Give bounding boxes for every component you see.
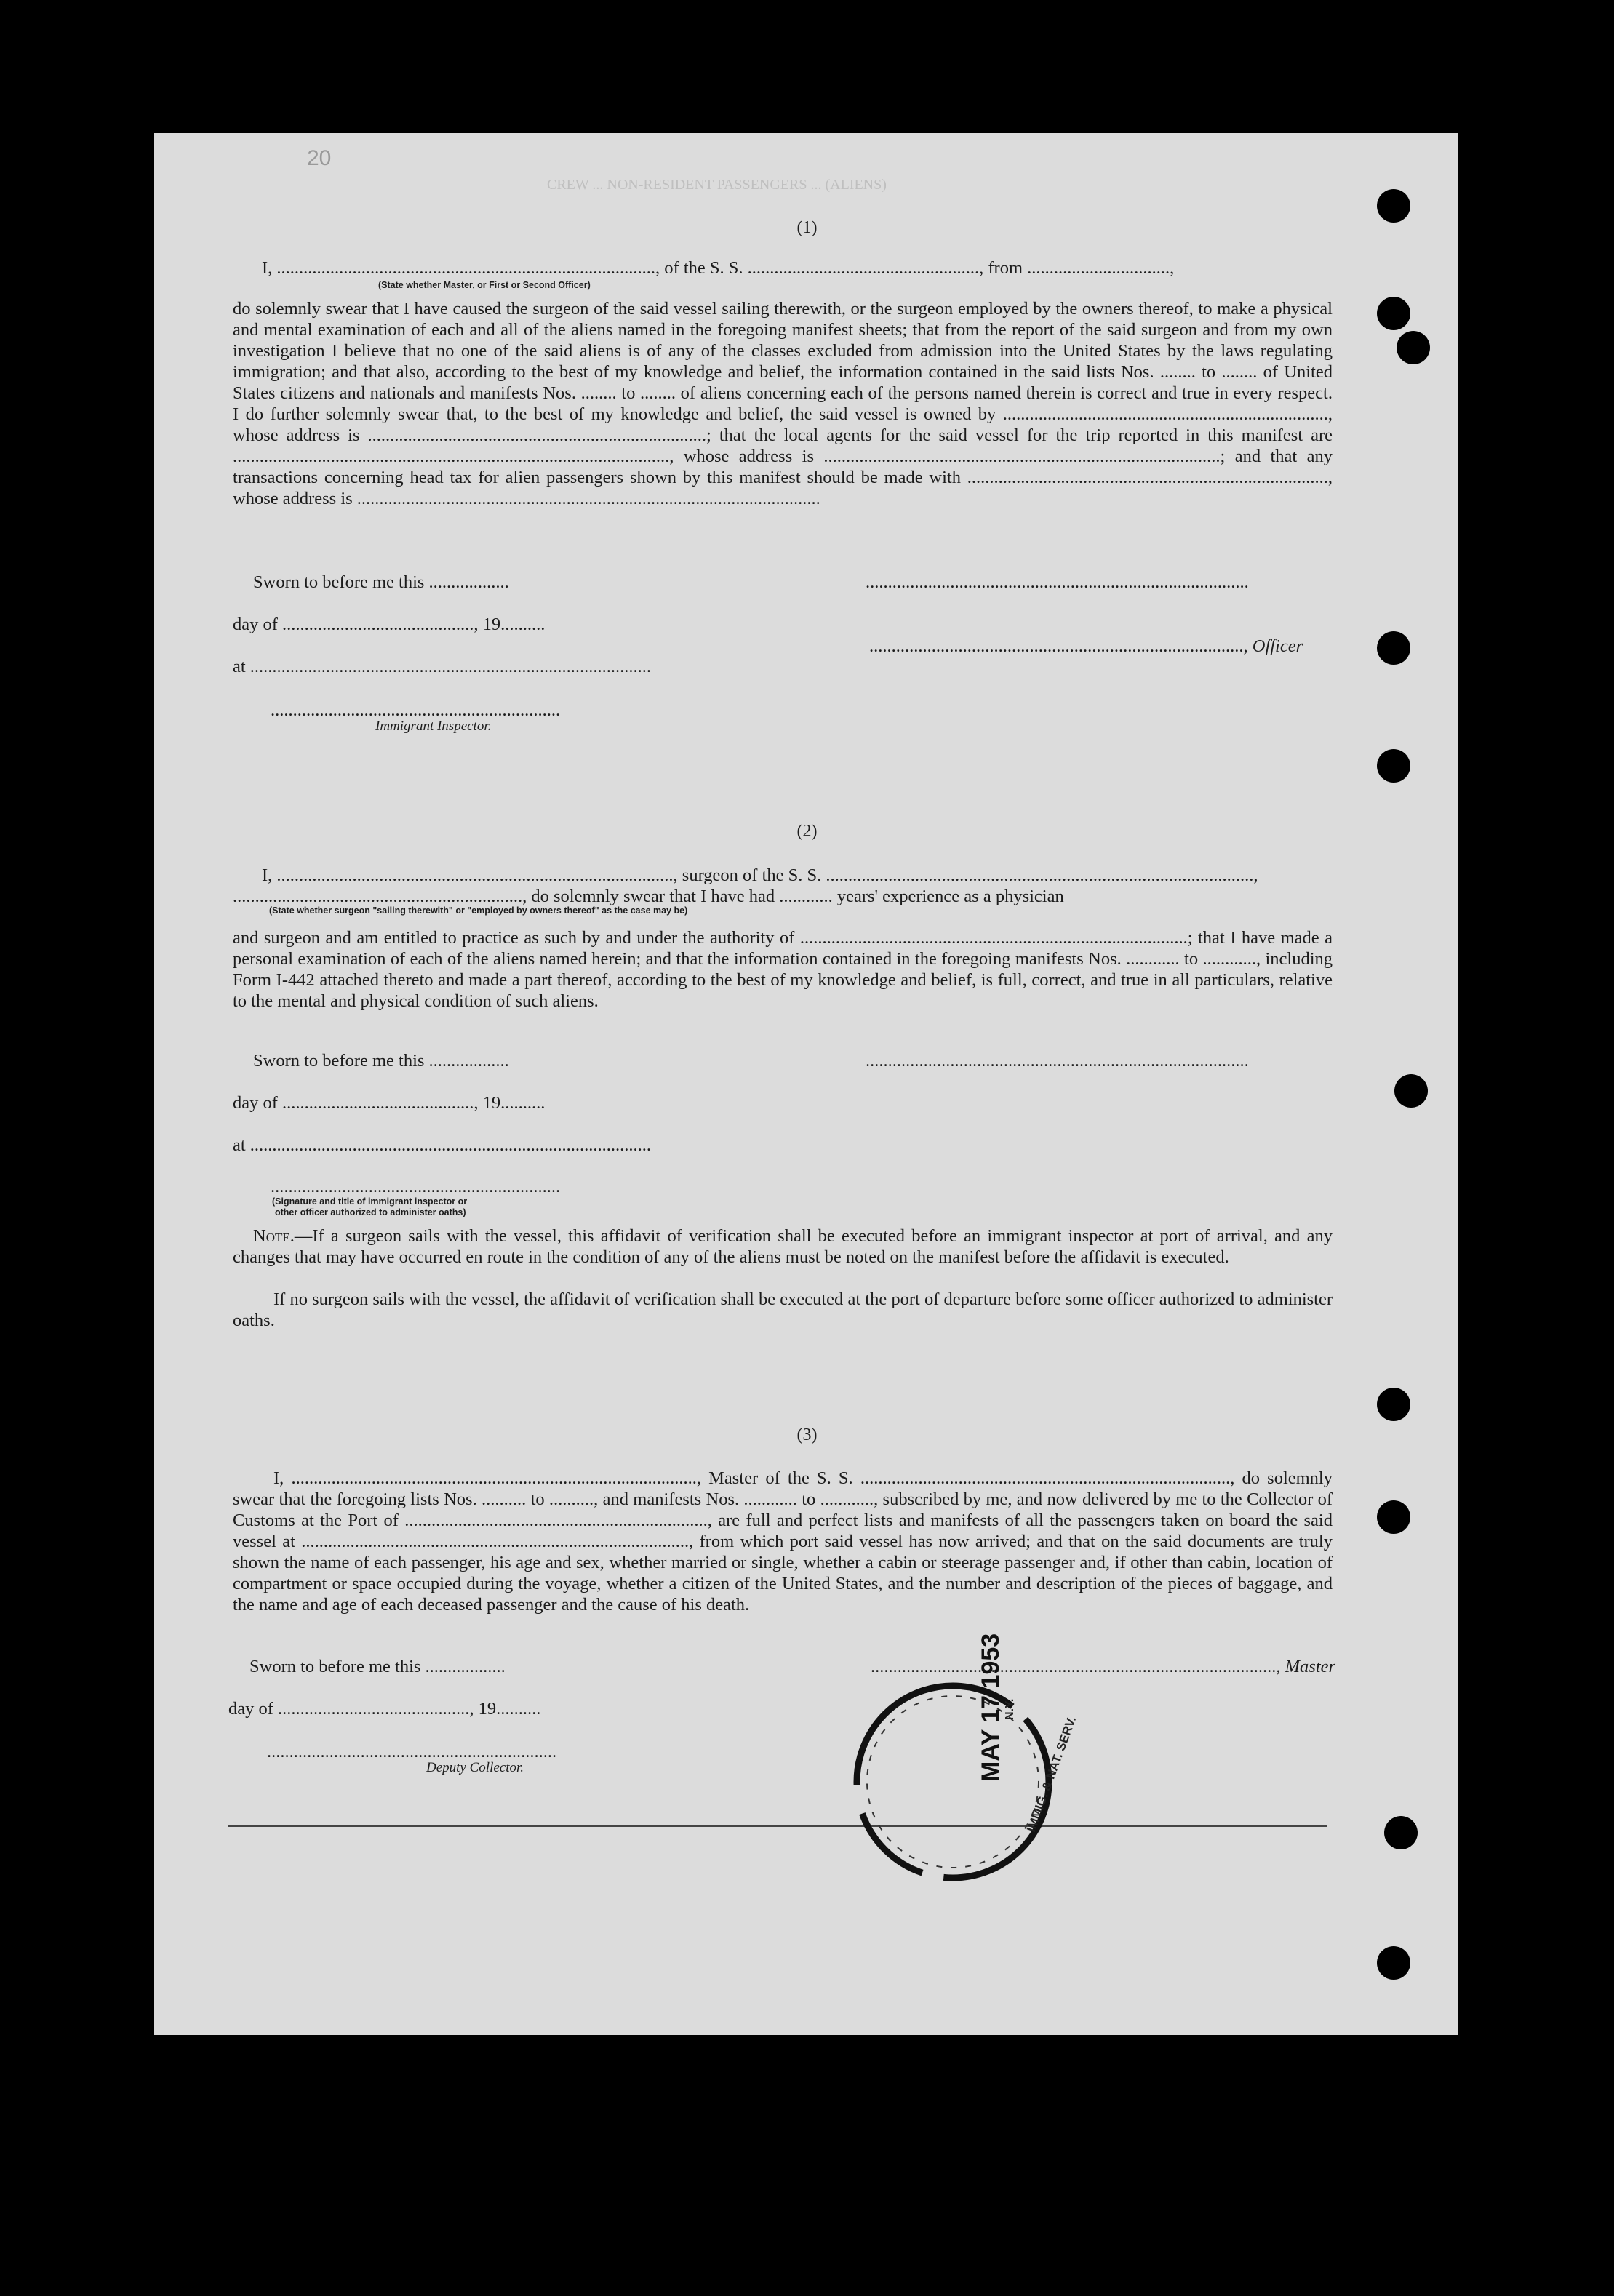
section-2-sig-line: .................................................................: [271, 1177, 561, 1196]
section-2-line2: ................................................................., do solemnly swear that I have had ............ years' experience as a physician: [233, 887, 1064, 906]
punch-hole-icon: [1377, 1388, 1410, 1421]
section-2-sig-caption-1: (Signature and title of immigrant inspector or: [272, 1196, 468, 1207]
stamp-dept: IMMIG. & NAT. SERV.: [1024, 1714, 1079, 1834]
section-1-officer-signature: ......................................................................................: [866, 572, 1249, 592]
section-3-sworn: Sworn to before me this ..................: [249, 1657, 506, 1676]
section-3-body: I, ..........................................................................................., Master of the S. S. ..................................................................................., do solemnly swear that the foregoing lists Nos. .......... to .........., and manifests Nos. ............ to ............, subscribed by me, and now delivered by me to the Collector of Customs at the Port of ...................................................................., are full and perfect lists and manifests of all the passengers taken on board the said vessel at ......................................................................................., from which port said vessel has now arrived; and that on the said documents are truly shown the name of each passenger, his age and sex, whether married or single, whether a cabin or steerage passenger and, if other than cabin, location of compartment or space occupied during the voyage, whether a citizen of the United States, and the number and description of the pieces of baggage, and the name and age of each deceased passenger and the cause of his death.: [233, 1468, 1333, 1615]
section-1-officer-line: ...................................................................................., Officer: [869, 636, 1303, 656]
bottom-rule: [228, 1825, 1327, 1827]
note-paragraph: [233, 1225, 1333, 1268]
section-2-sworn: Sworn to before me this ..................: [253, 1051, 509, 1071]
section-3-number: (3): [796, 1425, 818, 1444]
punch-hole-icon: [1397, 331, 1430, 364]
punch-hole-icon: [1384, 1816, 1418, 1849]
punch-hole-icon: [1377, 1500, 1410, 1534]
section-1-number: (1): [796, 218, 818, 237]
punch-hole-icon: [1377, 631, 1410, 665]
note-text: —If a surgeon sails with the vessel, this affidavit of verification shall be executed before an immigrant inspector at port of arrival, and any changes that may have occurred en route in the condition of any of the aliens must be noted on the manifest before the affidavit is executed.: [233, 1226, 1333, 1267]
master-line: ..........................................................................................., Master: [871, 1657, 1336, 1676]
punch-hole-icon: [1377, 1946, 1410, 1980]
section-2-day: day of ..........................................., 19..........: [233, 1093, 546, 1113]
section-3-day: day of ..........................................., 19..........: [228, 1699, 541, 1719]
officer-label: Officer: [1252, 636, 1303, 656]
inspector-signature-line: .................................................................: [271, 700, 561, 720]
surgeon-signature-line: ......................................................................................: [866, 1051, 1249, 1071]
faint-header: CREW ... NON-RESIDENT PASSENGERS ... (ALIENS): [547, 177, 887, 193]
pencil-mark: 20: [307, 146, 332, 170]
section-1-line1: I, ....................................................................................., of the S. S. ...................................................., from ................................,: [262, 258, 1175, 278]
punch-hole-icon: [1377, 297, 1410, 330]
stamp-ring-icon: [844, 1662, 1106, 1895]
collector-line: .................................................................: [267, 1742, 557, 1761]
section-2-number: (2): [796, 822, 818, 841]
section-1-at: at ..........................................................................................: [233, 657, 652, 676]
punch-hole-icon: [1377, 749, 1410, 783]
section-2-at: at ..........................................................................................: [233, 1135, 652, 1155]
stamp-date: MAY 17 1953: [977, 1633, 1004, 1782]
section-1-sworn: Sworn to before me this ..................: [253, 572, 509, 592]
master-label: Master: [1285, 1657, 1336, 1676]
stamp-city: N.Y.: [1004, 1698, 1016, 1720]
section-2-sig-caption-2: other officer authorized to administer oaths): [275, 1207, 466, 1217]
section-1-caption: (State whether Master, or First or Second Officer): [378, 280, 591, 290]
note-paragraph-2: If no surgeon sails with the vessel, the affidavit of verification shall be executed at the port of departure before some officer authorized to administer oaths.: [233, 1289, 1333, 1330]
section-2-body: and surgeon and am entitled to practice as such by and under the authority of .......................................................................................; that I have made a personal examination of each of the aliens named herein; and that the information contained in the foregoing manifests Nos. ............ to ............, including Form I-442 attached thereto and made a part thereof, according to the best of my knowledge and belief, is full, correct, and true in all particulars, relative to the mental and physical condition of such aliens.: [233, 928, 1333, 1011]
section-2-caption: (State whether surgeon "sailing therewith" or "employed by owners thereof" as the case may be): [269, 905, 688, 916]
section-1-body: do solemnly swear that I have caused the surgeon of the said vessel sailing therewith, or the surgeon employed by the owners thereof, to make a physical and mental examination of each and all of the aliens named in the foregoing manifest sheets; that from the report of the said surgeon and from my own investigation I believe that no one of the said aliens is of any of the classes excluded from admission into the United States by the laws regulating immigration; and that also, according to the best of my knowledge and belief, the information contained in the said lists Nos. ........ to ........ of United States citizens and nationals and manifests Nos. ........ to ........ of aliens concerning each of the persons named therein is correct and true in every respect. I do further solemnly swear that, to the best of my knowledge and belief, the said vessel is owned by ........................................................................., whose address is ............................................................................; that the local agents for the said vessel for the trip reported in this manifest are .................................................................................................., whose address is .........................................................................................; and that any transactions concerning head tax for alien passengers shown by this manifest should be made with ................................................................................., whose address is ........................................................................................................: [233, 299, 1333, 508]
section-2-line1: I, ........................................................................................., surgeon of the S. S. ................................................................................................,: [262, 865, 1258, 885]
punch-hole-icon: [1394, 1074, 1428, 1108]
collector-label: Deputy Collector.: [426, 1760, 524, 1775]
inspector-label: Immigrant Inspector.: [375, 719, 492, 734]
section-1-day: day of ..........................................., 19..........: [233, 615, 546, 634]
note-label: Note.: [253, 1226, 295, 1246]
